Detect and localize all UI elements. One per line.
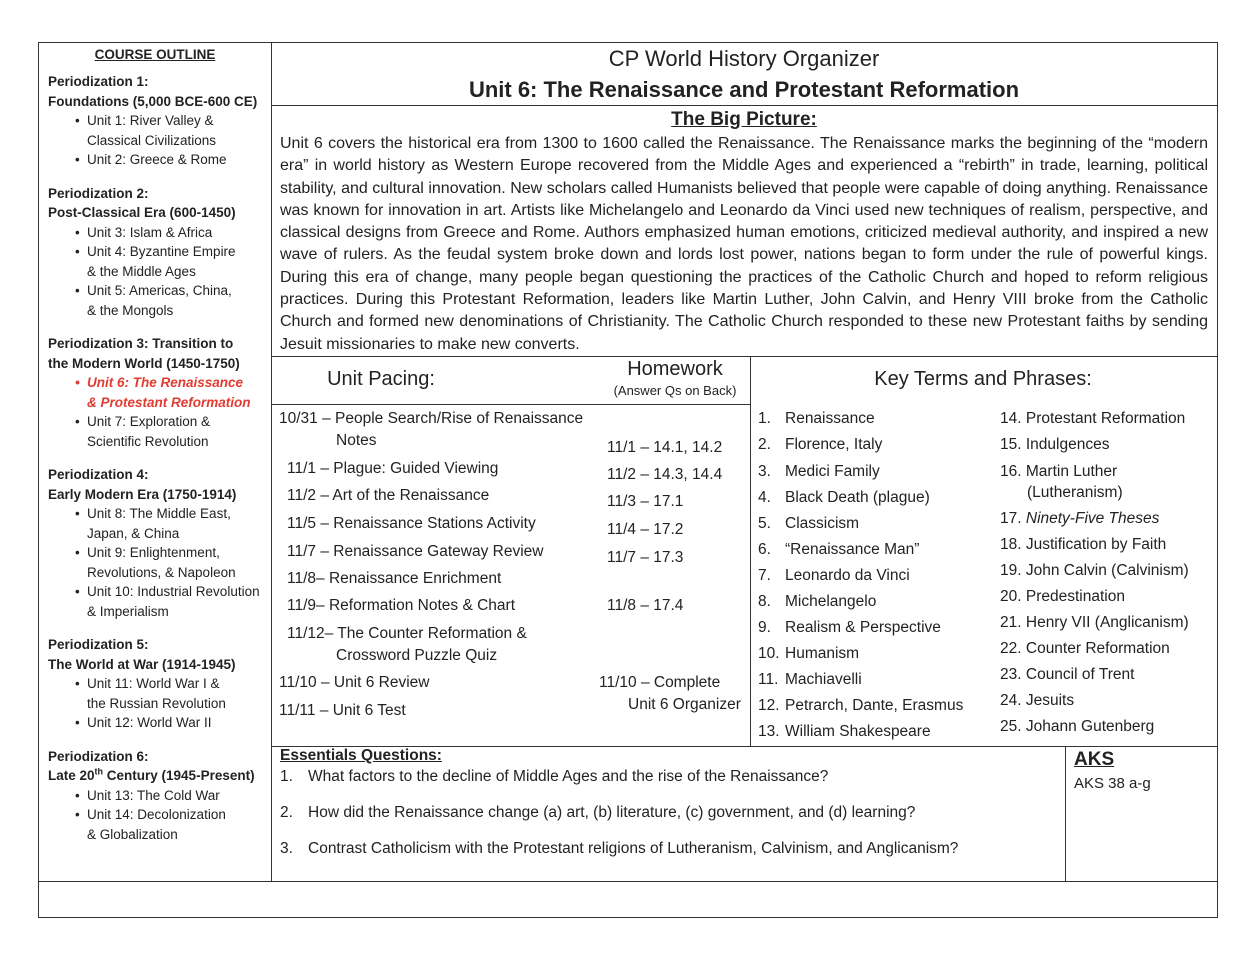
unit-line: Unit 10: Industrial Revolution [87,584,260,599]
period-subheading-part: Century (1945-Present) [103,768,255,783]
pacing-item: 11/9– Reformation Notes & Chart [287,597,516,614]
key-term [1000,536,1166,554]
aks-title: AKS [1074,749,1115,770]
key-term-text: Counter Reformation [1025,640,1170,657]
homework-heading: Homework [627,358,723,380]
unit-line: Unit 13: The Cold War [87,787,220,803]
period-subheading: The World at War (1914-1945) [48,656,236,672]
unit-item [75,150,271,170]
period-subheading: Foundations (5,000 BCE-600 CE) [48,93,258,109]
aks-divider [1065,746,1066,881]
key-term-number: 10. [758,645,780,662]
period-subheading-part: Late 20 [48,768,95,783]
key-term-text: Humanism [785,645,860,662]
period-3 [48,334,271,451]
key-term [758,645,859,663]
unit-pacing-heading: Unit Pacing: [327,368,435,390]
key-term-number: 6. [758,541,771,558]
key-term [758,410,875,428]
key-term-text: Petrarch, Dante, Erasmus [785,697,964,714]
key-term-number: 16. [1000,463,1022,480]
homework-subheading: (Answer Qs on Back) [613,383,737,398]
unit-item [75,412,271,451]
key-term-text: Jesuits [1025,692,1075,709]
pacing-item: 11/12– The Counter Reformation & [287,625,527,642]
key-term [1000,436,1109,454]
key-term-number: 24. [1000,692,1022,709]
pacing-item: 11/10 – Unit 6 Review [279,674,430,691]
period-subheading-sup: th [94,766,104,777]
period-heading: Periodization 1: [48,74,149,89]
key-term-text: Ninety-Five Theses [1025,510,1160,527]
unit-line: Unit 12: World War II [87,715,212,730]
key-term-number: 23. [1000,666,1022,683]
key-term-number: 20. [1000,588,1022,605]
key-term-text: Predestination [1025,588,1125,605]
key-term-text: William Shakespeare [785,723,931,740]
essential-question [280,768,828,786]
big-picture-text: Unit 6 covers the historical era from 1300 to 1600 called the Renaissance. The Renaissance marks the beginning of the “modern era” in world history as Western Europe recovered from the Middle Ages and experienced a “rebirth” in trade, learning, political stability, and cultural innovation. New scholars called Humanists believed that people were capable of doing anything. Renaissance was known for innovation in art. Artists like Michelangelo and Leonardo da Vinci used new techniques of realism, perspective, and classical designs from Greece and Rome. Authors emphasized human emotions, criticized medieval authority, and inspired a new wave of rulers. As the feudal system broke down and lords lost power, nations began to form under the rule of powerful kings. During this era of change, many people began questioning the practices of the Catholic Church and hoped to reform religious practices. During this Protestant Reformation, leaders like Martin Luther, John Calvin, and Henry VIII broke from the Catholic Church and formed new denominations of Christianity. The Catholic Church responded to these new Protestant faiths by sending Jesuit missionaries to make new converts. [280,135,1208,353]
key-term [1000,463,1117,481]
question-number: 3. [280,840,293,857]
unit-line: Unit 4: Byzantine Empire [87,244,236,259]
key-term-number: 14. [1000,410,1022,427]
key-term-number: 11. [758,671,779,688]
pacing-item: 11/11 – Unit 6 Test [279,702,406,719]
pacing-item: Notes [336,432,377,449]
unit-line: Unit 9: Enlightenment, [87,545,220,560]
key-term-text: Indulgences [1025,436,1110,453]
column-header-divider [271,404,750,405]
essential-question [280,804,915,822]
question-number: 1. [280,768,293,785]
period-heading: Periodization 3: Transition to [48,336,234,351]
key-term [1000,640,1170,658]
big-picture-divider [271,356,1218,357]
key-term-text: Medici Family [785,463,880,480]
unit-item [75,582,271,621]
unit-item [75,111,271,150]
unit-line: & the Mongols [87,302,174,318]
key-term-text: Henry VII (Anglicanism) [1025,614,1189,631]
key-term-text: “Renaissance Man” [785,541,920,558]
unit-line: Unit 1: River Valley & [87,113,214,128]
pacing-item: 10/31 – People Search/Rise of Renaissance [279,410,584,427]
key-term-text: Renaissance [785,410,875,427]
question-text: Contrast Catholicism with the Protestant religions of Lutheranism, Calvinism, and Anglicanism? [308,840,959,857]
key-term [1000,666,1134,684]
key-term-text: Classicism [785,515,860,532]
key-term [1000,718,1154,736]
question-number: 2. [280,804,293,821]
unit-item [75,242,271,281]
period-subheading [48,766,271,786]
unit-line: Japan, & China [87,525,180,541]
key-term [758,515,859,533]
period-subheading: the Modern World (1450-1750) [48,355,240,371]
unit-line: Revolutions, & Napoleon [87,564,236,580]
unit-line: Unit 5: Americas, China, [87,283,232,298]
aks-value: AKS 38 a-g [1074,775,1151,792]
unit-line: Unit 14: Decolonization [87,807,226,822]
period-6 [48,747,271,845]
unit-line: Unit 11: World War I & [87,676,220,691]
key-term [758,567,910,585]
key-term-number: 12. [758,697,780,714]
question-text: What factors to the decline of Middle Ages and the rise of the Renaissance? [308,768,829,785]
key-term-number: 21. [1000,614,1022,631]
key-term-text: Council of Trent [1025,666,1135,683]
terms-column-divider [750,356,751,746]
unit-item-current [75,373,271,412]
homework-heading-block [600,358,750,398]
key-term-number: 8. [758,593,771,610]
key-term-number: 5. [758,515,771,532]
period-heading: Periodization 4: [48,467,149,482]
key-term-number: 3. [758,463,771,480]
key-term-number: 19. [1000,562,1022,579]
key-term [758,541,919,559]
pacing-item: Crossword Puzzle Quiz [336,647,498,664]
sidebar-divider [271,42,272,882]
period-5 [48,635,271,733]
course-outline-title: COURSE OUTLINE [94,47,216,62]
key-term [1000,510,1159,528]
key-term [1027,484,1123,502]
unit-line: & Imperialism [87,603,169,619]
key-term-number: 1. [758,410,771,427]
key-term-number: 25. [1000,718,1022,735]
key-terms-heading: Key Terms and Phrases: [874,368,1092,390]
unit-line: & Protestant Reformation [87,394,251,410]
homework-item: 11/3 – 17.1 [607,493,684,510]
unit-line: & the Middle Ages [87,263,196,279]
key-term-text: Machiavelli [785,671,862,688]
unit-item [75,504,271,543]
homework-item: Unit 6 Organizer [628,696,741,713]
key-term [758,463,880,481]
unit-line: Classical Civilizations [87,132,217,148]
unit-line: Scientific Revolution [87,433,209,449]
period-1 [48,72,271,170]
key-term [1000,614,1189,632]
unit-item [75,223,271,243]
essential-questions-title: Essentials Questions: [280,747,442,764]
question-text: How did the Renaissance change (a) art, (b) literature, (c) government, and (d) learning? [308,804,916,821]
unit-item [75,543,271,582]
key-term-text: Johann Gutenberg [1025,718,1155,735]
key-term-number: 4. [758,489,771,506]
pacing-item: 11/7 – Renaissance Gateway Review [287,543,544,560]
unit-item [75,281,271,320]
key-term-number: 2. [758,436,771,453]
unit-line: Unit 8: The Middle East, [87,506,231,521]
unit-line: Unit 6: The Renaissance [87,375,244,390]
period-heading: Periodization 5: [48,637,149,652]
key-term [758,697,963,715]
homework-item: 11/1 – 14.1, 14.2 [607,439,723,456]
unit-line: Unit 7: Exploration & [87,414,211,429]
key-term-text: Black Death (plague) [785,489,930,506]
key-term-number: 7. [758,567,771,584]
homework-item: 11/8 – 17.4 [607,597,684,614]
key-term [1000,588,1125,606]
key-term-text: Florence, Italy [785,436,883,453]
key-term-text: Realism & Perspective [785,619,941,636]
unit-line: the Russian Revolution [87,695,226,711]
unit-title: Unit 6: The Renaissance and Protestant Reformation [468,77,1020,102]
key-term-number: 15. [1000,436,1022,453]
key-term-text: Justification by Faith [1025,536,1167,553]
key-term-number: 9. [758,619,771,636]
homework-item: 11/7 – 17.3 [607,549,684,566]
homework-item: 11/4 – 17.2 [607,521,684,538]
key-term-text: Michelangelo [785,593,877,610]
period-2 [48,184,271,321]
key-term-text: Protestant Reformation [1025,410,1186,427]
key-term [1000,692,1074,710]
period-heading: Periodization 6: [48,748,149,764]
key-term-text: Leonardo da Vinci [785,567,910,584]
key-term [1000,410,1185,428]
unit-line: Unit 3: Islam & Africa [87,224,213,240]
unit-item [75,805,271,844]
key-term-text: (Lutheranism) [1027,484,1123,501]
homework-item: 11/10 – Complete [599,674,721,691]
key-term-text: Martin Luther [1025,463,1118,480]
pacing-item: 11/5 – Renaissance Stations Activity [287,515,536,532]
homework-item: 11/2 – 14.3, 14.4 [607,466,723,483]
period-heading: Periodization 2: [48,185,149,201]
pacing-item: 11/2 – Art of the Renaissance [287,487,490,504]
big-picture-title: The Big Picture: [671,109,817,130]
unit-item [75,786,271,806]
page-title: CP World History Organizer [608,46,880,71]
unit-item [75,674,271,713]
period-4 [48,465,271,621]
pacing-item: 11/8– Renaissance Enrichment [287,570,502,587]
key-term-number: 18. [1000,536,1022,553]
key-term [758,436,882,454]
key-term [1000,562,1189,580]
key-term [758,489,930,507]
course-outline-sidebar [39,42,271,882]
key-term-number: 22. [1000,640,1022,657]
key-term-text: John Calvin (Calvinism) [1025,562,1189,579]
unit-item [75,713,271,733]
header-divider [271,105,1218,106]
period-subheading: Post-Classical Era (600-1450) [48,205,236,220]
key-term [758,671,862,689]
unit-line: Unit 2: Greece & Rome [87,152,227,167]
essential-question [280,840,958,858]
key-term-number: 13. [758,723,780,740]
key-term [758,593,876,611]
period-subheading: Early Modern Era (1750-1914) [48,486,237,502]
key-term [758,723,931,741]
key-term-number: 17. [1000,510,1022,527]
unit-line: & Globalization [87,826,178,842]
key-term [758,619,941,637]
pacing-item: 11/1 – Plague: Guided Viewing [287,460,499,477]
